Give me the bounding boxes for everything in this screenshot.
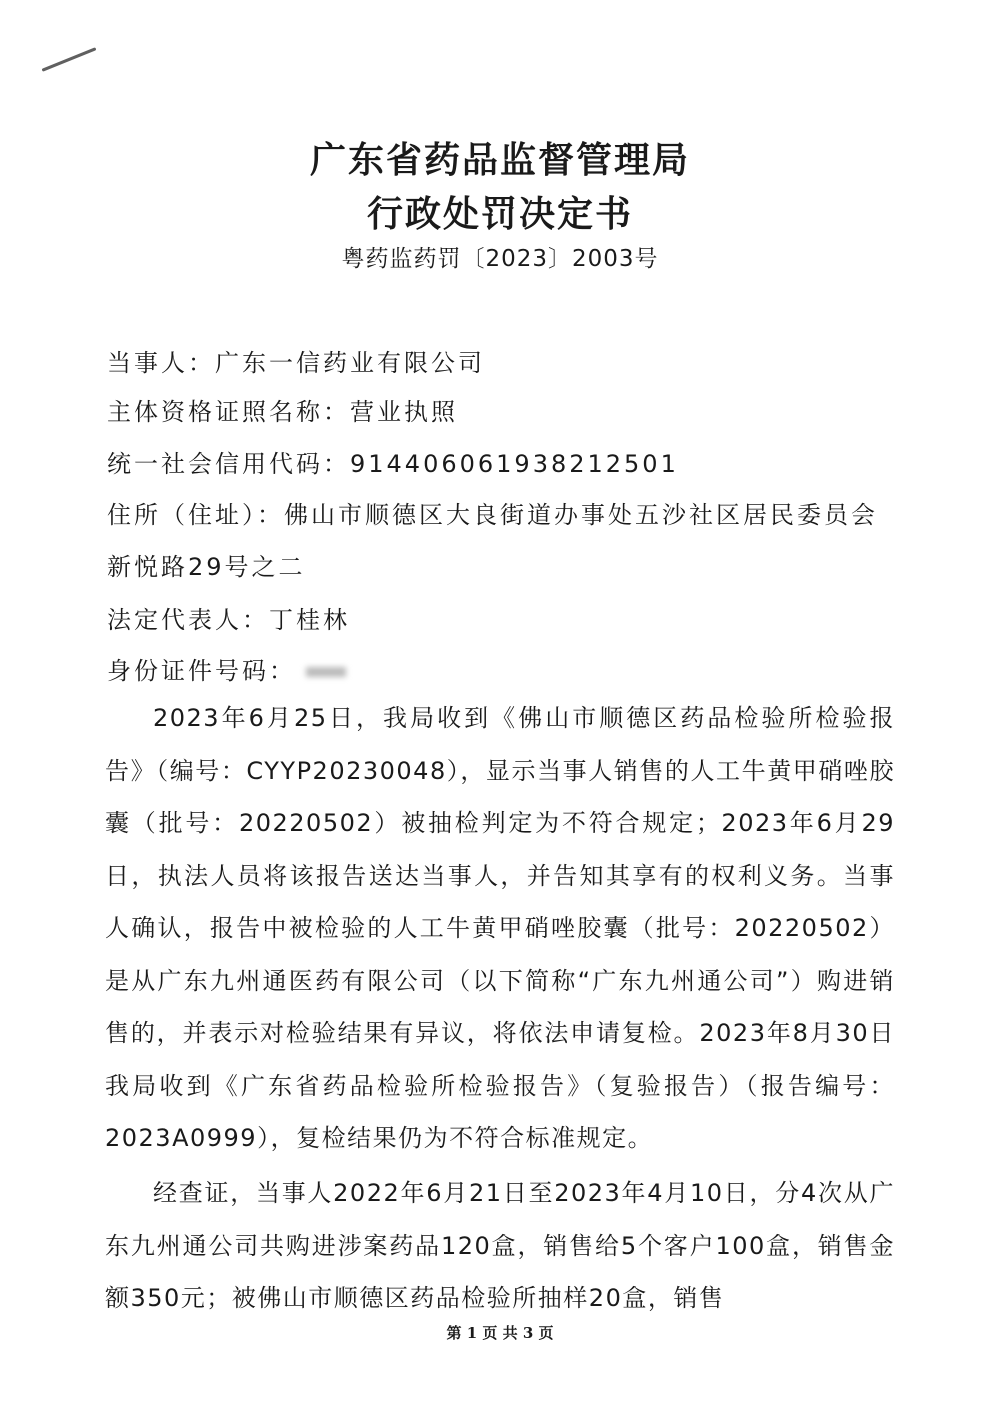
address-field-continued: 新悦路29号之二 xyxy=(107,553,306,581)
credit-code-field: 统一社会信用代码：914406061938212501 xyxy=(107,450,679,478)
paragraph-inspection: 2023年6月25日，我局收到《佛山市顺德区药品检验所检验报告》（编号：CYYP20230048），显示当事人销售的人工牛黄甲硝唑胶囊（批号：20220502）被抽检判定为不符合规定；2023年6月29日，执法人员将该报告送达当事人，并告知其享有的权利义务。当事人确认，报告中被检验的人工牛黄甲硝唑胶囊（批号：20220502）是从广东九州通医药有限公司（以下简称“广东九州通公司”）购进销售的，并表示对检验结果有异议，将依法申请复检。2023年8月30日我局收到《广东省药品检验所检验报告》（复验报告）（报告编号：2023A0999），复检结果仍为不符合标准规定。 xyxy=(105,704,895,1152)
id-number-label: 身份证件号码： xyxy=(107,657,296,685)
paragraph-findings: 经查证，当事人2022年6月21日至2023年4月10日，分4次从广东九州通公司共购进涉案药品120盒，销售给5个客户100盒，销售金额350元；被佛山市顺德区药品检验所抽样20盒，销售 xyxy=(105,1179,895,1312)
license-name-field: 主体资格证照名称：营业执照 xyxy=(107,398,458,426)
redacted-id xyxy=(306,667,346,677)
pen-mark xyxy=(42,47,97,72)
address-field: 住所（住址）：佛山市顺德区大良街道办事处五沙社区居民委员会 xyxy=(107,501,878,529)
party-field: 当事人：广东一信药业有限公司 xyxy=(107,349,485,377)
page-subtitle: 行政处罚决定书 xyxy=(366,193,633,235)
page-title: 广东省药品监督管理局 xyxy=(309,139,690,181)
id-number-field xyxy=(107,651,346,686)
page-indicator: 第 1 页 共 3 页 xyxy=(446,1324,554,1342)
legal-representative-field: 法定代表人：丁桂林 xyxy=(107,606,350,634)
document-number: 粤药监药罚〔2023〕2003号 xyxy=(341,246,659,272)
